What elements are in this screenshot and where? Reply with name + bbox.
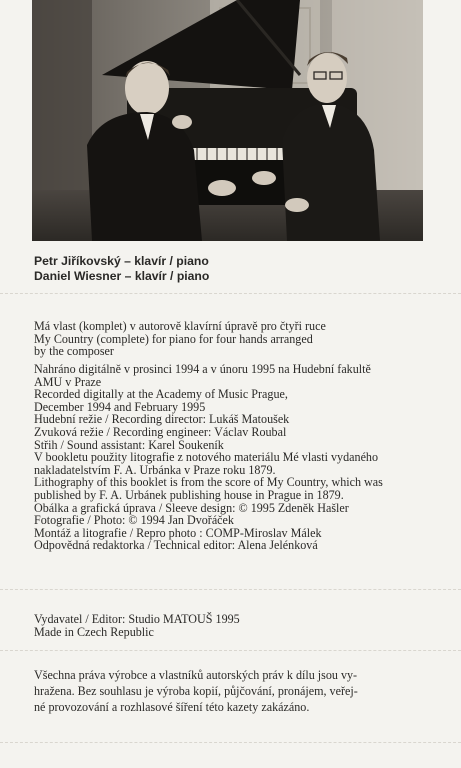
text-line: V bookletu použity litografie z notového materiálu Mé vlasti vydaného bbox=[34, 450, 379, 465]
text-line: December 1994 and February 1995 bbox=[34, 399, 206, 414]
recording-block bbox=[34, 363, 428, 552]
text-line: Nahráno digitálně v prosinci 1994 a v únoru 1995 na Hudební fakultě bbox=[34, 362, 371, 376]
credit-line: Daniel Wiesner – klavír / piano bbox=[34, 269, 210, 283]
text-line: hražena. Bez souhlasu je výroba kopií, půjčování, pronájem, veřej- bbox=[34, 684, 358, 698]
text-line: Montáž a litografie / Repro photo : COMP-Miroslav Málek bbox=[34, 525, 322, 540]
text-line: Střih / Sound assistant: Karel Soukeník bbox=[34, 437, 224, 452]
text-line: nakladatelstvím F. A. Urbánka v Praze roku 1879. bbox=[34, 462, 276, 477]
text-line: My Country (complete) for piano for four hands arranged bbox=[34, 331, 313, 346]
fold-line bbox=[0, 589, 461, 590]
text-line: Má vlast (komplet) v autorově klavírní úpravě pro čtyři ruce bbox=[34, 319, 326, 333]
text-line: Fotografie / Photo: © 1994 Jan Dvořáček bbox=[34, 513, 234, 528]
rights-notice bbox=[34, 667, 428, 715]
text-line: by the composer bbox=[34, 344, 114, 359]
text-line: AMU v Praze bbox=[34, 374, 102, 389]
text-line: Všechna práva výrobce a vlastníků autorských práv k dílu jsou vy- bbox=[34, 668, 358, 682]
pianists-photo bbox=[32, 0, 423, 241]
text-line: né provozování a rozhlasové šíření této kazety zakázáno. bbox=[34, 700, 310, 714]
text-line: Zvuková režie / Recording engineer: Václav Roubal bbox=[34, 424, 287, 439]
photo-illustration bbox=[32, 0, 423, 241]
text-line: Odpovědná redaktorka / Technical editor: Alena Jelénková bbox=[34, 538, 318, 553]
text-line: Made in Czech Republic bbox=[34, 624, 154, 639]
text-line: Obálka a grafická úprava / Sleeve design: © 1995 Zdeněk Hašler bbox=[34, 500, 349, 515]
text-line: Vydavatel / Editor: Studio MATOUŠ 1995 bbox=[34, 612, 240, 626]
title-block bbox=[34, 320, 428, 358]
fold-line bbox=[0, 650, 461, 651]
fold-line bbox=[0, 293, 461, 294]
credit-line: Petr Jiříkovský – klavír / piano bbox=[34, 254, 209, 268]
performer-credits bbox=[34, 254, 209, 284]
text-line: Lithography of this booklet is from the score of My Country, which was bbox=[34, 475, 383, 490]
fold-line bbox=[0, 742, 461, 743]
text-line: published by F. A. Urbánek publishing house in Prague in 1879. bbox=[34, 487, 344, 502]
text-line: Recorded digitally at the Academy of Music Prague, bbox=[34, 387, 288, 402]
publisher-block bbox=[34, 613, 428, 638]
text-line: Hudební režie / Recording director: Lukáš Matoušek bbox=[34, 412, 290, 427]
